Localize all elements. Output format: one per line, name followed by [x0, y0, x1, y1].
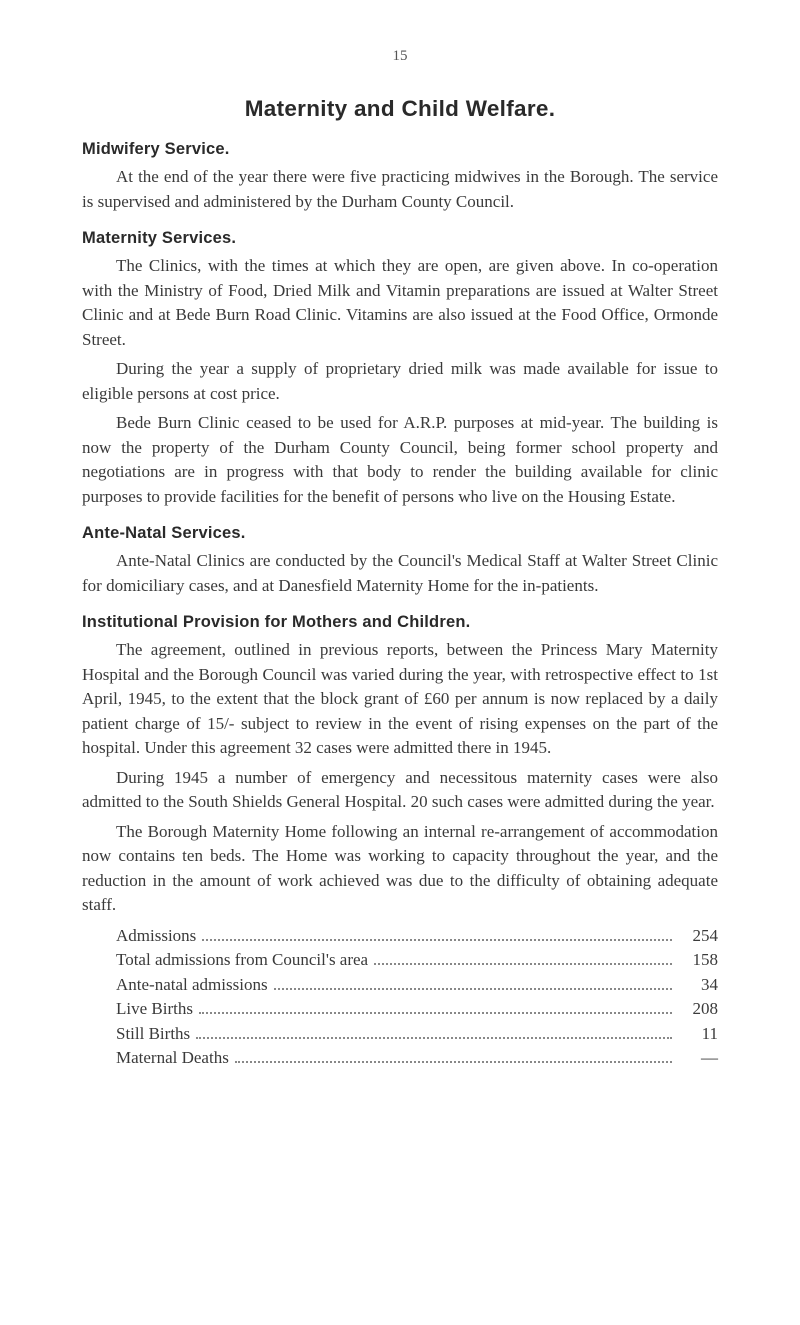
- dot-leader: [235, 1061, 672, 1063]
- section-ante-natal: [82, 524, 718, 598]
- section-midwifery: [82, 140, 718, 214]
- section-heading: Ante-Natal Services.: [82, 524, 246, 542]
- statistics-list: [116, 924, 718, 1071]
- section-heading: Maternity Services.: [82, 229, 237, 247]
- section-institutional-provision: [82, 613, 718, 1071]
- stat-row-admissions: [116, 924, 718, 949]
- stat-label: Total admissions from Council's area: [116, 950, 369, 969]
- stat-value: 158: [692, 950, 718, 969]
- page-title: Maternity and Child Welfare.: [244, 96, 556, 121]
- stat-value: 254: [692, 925, 718, 945]
- stat-label: Still Births: [116, 1023, 191, 1043]
- stat-value: —: [701, 1048, 718, 1067]
- paragraph: During 1945 a number of emergency and necessitous maternity cases were also admitted to the South Shields General Hospital. 20 such cases were admitted during the year.: [82, 767, 718, 811]
- document-body: [82, 140, 718, 1086]
- stat-row-still-births: [116, 1022, 718, 1047]
- page-number: 15: [392, 48, 408, 64]
- stat-value: 208: [692, 999, 718, 1018]
- section-heading: Institutional Provision for Mothers and Children.: [82, 613, 471, 631]
- paragraph: During the year a supply of proprietary dried milk was made available for issue to eligible persons at cost price.: [82, 359, 718, 403]
- paragraph: Bede Burn Clinic ceased to be used for A.R.P. purposes at mid-year. The building is now the property of the Durham County Council, being former school property and negotiations are in progress with that body to render the building available for clinic purposes to provide facilities for the benefit of persons who live on the Housing Estate.: [82, 413, 718, 506]
- stat-label: Admissions: [116, 925, 197, 945]
- section-maternity-services: [82, 229, 718, 509]
- dot-leader: [274, 988, 672, 990]
- section-heading: Midwifery Service.: [82, 140, 230, 158]
- stat-value: 11: [701, 1023, 718, 1043]
- stat-row-live-births: [116, 997, 718, 1022]
- stat-label: Ante-natal admissions: [116, 974, 268, 994]
- dot-leader: [202, 939, 672, 941]
- stat-label: Maternal Deaths: [116, 1048, 229, 1067]
- stat-row-council-admissions: [116, 948, 718, 973]
- dot-leader: [374, 963, 672, 965]
- stat-row-maternal-deaths: [116, 1046, 718, 1071]
- paragraph: Ante-Natal Clinics are conducted by the Council's Medical Staff at Walter Street Clinic for domiciliary cases, and at Danesfield Maternity Home for the in-patients.: [82, 551, 718, 595]
- paragraph: At the end of the year there were five practicing midwives in the Borough. The service is supervised and administered by the Durham County Council.: [82, 167, 718, 211]
- dot-leader: [196, 1037, 672, 1039]
- paragraph: The agreement, outlined in previous reports, between the Princess Mary Maternity Hospital and the Borough Council was varied during the year, with retrospective effect to 1st April, 1945, to the extent that the block grant of £60 per annum is now replaced by a daily patient charge of 15/- subject to review in the event of rising expenses on the part of the hospital. Under this agreement 32 cases were admitted there in 1945.: [82, 640, 718, 757]
- paragraph: The Clinics, with the times at which they are open, are given above. In co-operation with the Ministry of Food, Dried Milk and Vitamin preparations are issued at Walter Street Clinic and at Bede Burn Road Clinic. Vitamins are also issued at the Food Office, Ormonde Street.: [82, 256, 718, 349]
- stat-value: 34: [701, 974, 718, 994]
- dot-leader: [199, 1012, 672, 1014]
- stat-row-ante-natal: [116, 973, 718, 998]
- stat-label: Live Births: [116, 999, 193, 1018]
- paragraph: The Borough Maternity Home following an internal re-arrangement of accommodation now contains ten beds. The Home was working to capacity throughout the year, and the reduction in the amount of work achieved was due to the difficulty of obtaining adequate staff.: [82, 821, 718, 914]
